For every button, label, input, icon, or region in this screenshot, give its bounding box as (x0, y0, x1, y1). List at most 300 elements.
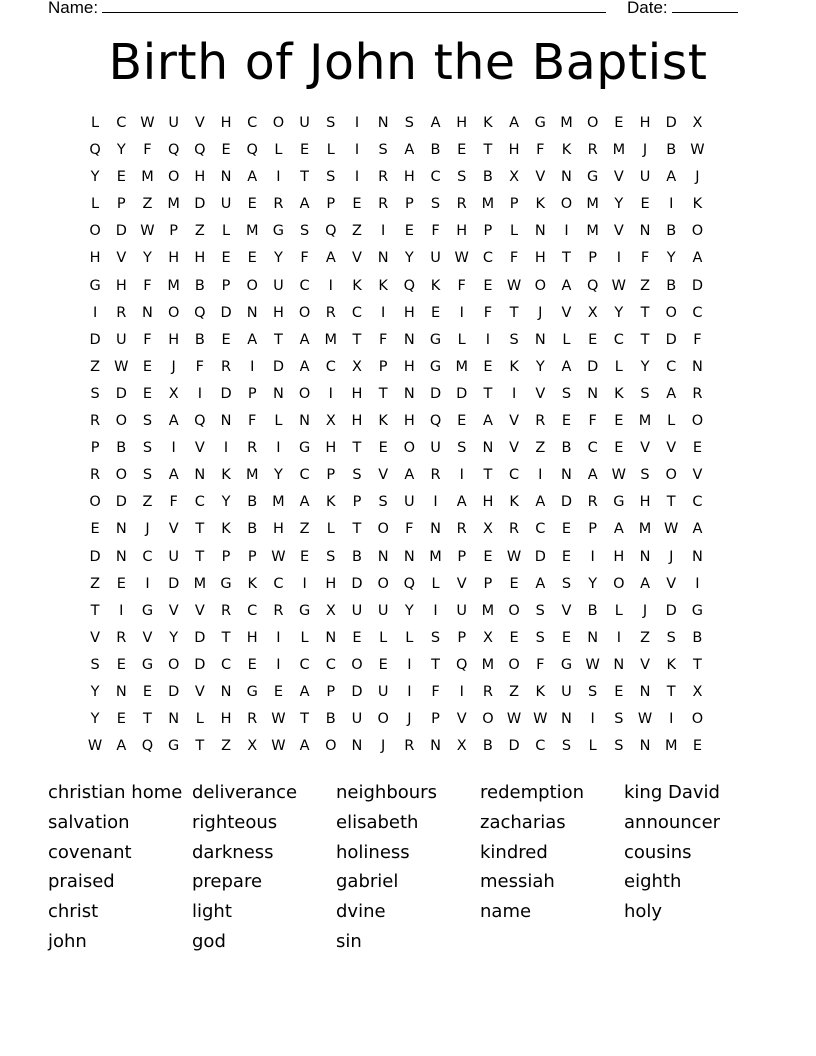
grid-letter[interactable]: R (90, 413, 101, 430)
grid-letter[interactable]: V (194, 683, 205, 700)
grid-letter[interactable]: D (272, 358, 284, 375)
grid-letter[interactable]: C (299, 467, 310, 484)
grid-letter[interactable]: O (586, 115, 599, 131)
grid-letter[interactable]: G (298, 602, 311, 619)
grid-letter[interactable]: T (640, 331, 650, 348)
grid-letter[interactable]: L (300, 629, 309, 646)
grid-letter[interactable]: B (430, 142, 441, 159)
grid-letter[interactable]: V (613, 169, 624, 186)
grid-letter[interactable]: T (431, 656, 440, 673)
grid-letter[interactable]: Q (429, 413, 442, 430)
grid-letter[interactable]: D (115, 385, 127, 402)
grid-letter[interactable]: D (168, 683, 180, 700)
grid-letter[interactable]: D (351, 683, 363, 700)
grid-letter[interactable]: I (381, 304, 386, 321)
grid-letter[interactable]: S (299, 223, 310, 240)
grid-letter[interactable]: P (116, 196, 126, 213)
grid-letter[interactable]: I (511, 385, 517, 402)
grid-letter[interactable]: G (89, 277, 101, 294)
grid-letter[interactable]: H (351, 413, 363, 430)
grid-letter[interactable]: H (613, 548, 625, 565)
name-blank-line[interactable] (102, 0, 606, 13)
grid-letter[interactable]: V (640, 656, 650, 673)
grid-letter[interactable]: G (298, 440, 311, 457)
grid-letter[interactable]: F (405, 521, 414, 538)
grid-letter[interactable]: T (352, 440, 362, 457)
grid-letter[interactable]: N (168, 711, 180, 728)
grid-letter[interactable]: O (246, 277, 258, 294)
grid-letter[interactable]: I (538, 467, 543, 484)
grid-letter[interactable]: G (141, 656, 154, 673)
grid-letter[interactable]: D (194, 629, 206, 646)
grid-letter[interactable]: O (115, 467, 127, 484)
grid-letter[interactable]: S (142, 413, 153, 430)
grid-letter[interactable]: G (246, 683, 258, 700)
grid-letter[interactable]: I (616, 250, 621, 267)
grid-letter[interactable]: E (221, 250, 231, 267)
grid-letter[interactable]: H (403, 304, 415, 321)
grid-letter[interactable]: H (194, 169, 206, 186)
grid-letter[interactable]: L (274, 142, 283, 159)
grid-letter[interactable]: I (590, 548, 595, 565)
grid-letter[interactable]: L (91, 115, 100, 131)
grid-letter[interactable]: V (561, 304, 572, 321)
grid-letter[interactable]: Q (403, 277, 416, 294)
grid-letter[interactable]: H (168, 250, 180, 267)
grid-letter[interactable]: V (456, 575, 467, 592)
grid-letter[interactable]: E (509, 575, 519, 592)
grid-letter[interactable]: E (561, 629, 572, 646)
grid-letter[interactable]: F (509, 250, 519, 267)
grid-letter[interactable]: I (145, 575, 150, 592)
grid-letter[interactable]: I (119, 602, 124, 619)
grid-letter[interactable]: L (326, 521, 335, 538)
grid-letter[interactable]: R (509, 521, 520, 538)
grid-letter[interactable]: I (354, 142, 360, 159)
grid-letter[interactable]: V (666, 575, 677, 592)
grid-letter[interactable]: F (143, 142, 152, 159)
grid-letter[interactable]: S (509, 331, 519, 348)
grid-letter[interactable]: E (247, 656, 257, 673)
grid-letter[interactable]: R (90, 467, 101, 484)
grid-letter[interactable]: B (194, 277, 205, 294)
grid-letter[interactable]: P (483, 223, 493, 240)
grid-letter[interactable]: F (378, 331, 388, 348)
grid-letter[interactable]: W (271, 738, 286, 755)
grid-letter[interactable]: S (326, 548, 336, 565)
grid-letter[interactable]: R (325, 304, 336, 321)
grid-letter[interactable]: P (457, 629, 467, 646)
grid-letter[interactable]: P (588, 250, 598, 267)
grid-letter[interactable]: D (220, 385, 232, 402)
grid-letter[interactable]: S (90, 385, 100, 402)
grid-letter[interactable]: A (666, 385, 677, 402)
grid-letter[interactable]: V (116, 250, 127, 267)
grid-letter[interactable]: L (510, 223, 519, 240)
grid-letter[interactable]: I (669, 196, 674, 213)
grid-letter[interactable]: C (535, 738, 546, 755)
grid-letter[interactable]: K (430, 277, 441, 294)
grid-letter[interactable]: N (115, 548, 127, 565)
grid-letter[interactable]: A (299, 358, 310, 375)
grid-letter[interactable]: G (613, 494, 625, 511)
grid-letter[interactable]: A (482, 413, 493, 430)
grid-letter[interactable]: L (274, 413, 283, 430)
grid-letter[interactable]: O (691, 223, 704, 240)
grid-letter[interactable]: G (429, 331, 442, 348)
grid-letter[interactable]: O (298, 304, 311, 321)
grid-letter[interactable]: O (613, 575, 625, 592)
grid-letter[interactable]: D (508, 738, 520, 755)
grid-letter[interactable]: R (456, 196, 467, 213)
grid-letter[interactable]: S (614, 738, 624, 755)
grid-letter[interactable]: M (586, 223, 599, 240)
grid-letter[interactable]: W (690, 142, 705, 159)
grid-letter[interactable]: H (220, 711, 232, 728)
grid-letter[interactable]: C (482, 250, 493, 267)
grid-letter[interactable]: C (299, 656, 310, 673)
grid-letter[interactable]: E (352, 196, 362, 213)
grid-letter[interactable]: K (561, 142, 572, 159)
grid-letter[interactable]: N (194, 467, 206, 484)
grid-letter[interactable]: D (560, 494, 573, 511)
grid-letter[interactable]: H (246, 629, 258, 646)
grid-letter[interactable]: N (403, 385, 415, 402)
grid-letter[interactable]: I (485, 331, 491, 348)
grid-letter[interactable]: P (221, 548, 231, 565)
grid-letter[interactable]: N (142, 304, 153, 321)
grid-letter[interactable]: B (666, 142, 677, 159)
grid-letter[interactable]: S (535, 629, 545, 646)
grid-letter[interactable]: X (247, 738, 258, 755)
grid-letter[interactable]: P (509, 196, 519, 213)
grid-letter[interactable]: N (534, 331, 546, 348)
grid-letter[interactable]: N (639, 548, 651, 565)
grid-letter[interactable]: F (457, 277, 466, 294)
grid-letter[interactable]: V (535, 385, 546, 402)
grid-letter[interactable]: I (223, 440, 229, 457)
grid-letter[interactable]: X (352, 358, 362, 375)
grid-letter[interactable]: S (142, 440, 153, 457)
grid-letter[interactable]: H (403, 169, 415, 186)
grid-letter[interactable]: C (247, 602, 258, 619)
grid-letter[interactable]: C (692, 304, 703, 321)
grid-letter[interactable]: J (669, 548, 674, 565)
grid-letter[interactable]: O (325, 738, 337, 755)
grid-letter[interactable]: R (116, 629, 127, 646)
grid-letter[interactable]: E (142, 683, 153, 700)
grid-letter[interactable]: M (167, 277, 180, 294)
grid-letter[interactable]: N (377, 548, 389, 565)
grid-letter[interactable]: H (115, 277, 127, 294)
grid-letter[interactable]: I (590, 711, 595, 728)
grid-letter[interactable]: T (300, 711, 310, 728)
grid-letter[interactable]: S (588, 683, 598, 700)
grid-letter[interactable]: I (171, 440, 176, 457)
grid-letter[interactable]: O (167, 656, 180, 673)
grid-letter[interactable]: Y (221, 494, 231, 511)
grid-letter[interactable]: H (325, 575, 337, 592)
grid-letter[interactable]: N (246, 304, 258, 321)
grid-letter[interactable]: K (326, 494, 336, 511)
grid-letter[interactable]: T (562, 250, 571, 267)
grid-letter[interactable]: K (221, 467, 231, 484)
grid-letter[interactable]: E (116, 169, 126, 186)
grid-letter[interactable]: Z (142, 196, 153, 213)
grid-letter[interactable]: C (325, 358, 336, 375)
grid-letter[interactable]: A (613, 521, 624, 538)
grid-letter[interactable]: N (691, 358, 703, 375)
grid-letter[interactable]: O (115, 413, 127, 430)
grid-letter[interactable]: Z (194, 223, 205, 240)
grid-letter[interactable]: C (587, 440, 598, 457)
grid-letter[interactable]: L (326, 142, 335, 159)
grid-letter[interactable]: I (407, 683, 412, 700)
grid-letter[interactable]: M (638, 521, 652, 538)
grid-letter[interactable]: N (115, 521, 127, 538)
grid-letter[interactable]: V (142, 629, 153, 646)
grid-letter[interactable]: H (403, 358, 415, 375)
grid-letter[interactable]: U (273, 277, 284, 294)
grid-letter[interactable]: I (354, 169, 360, 186)
grid-letter[interactable]: E (561, 548, 572, 565)
grid-letter[interactable]: I (276, 656, 281, 673)
grid-letter[interactable]: S (352, 467, 362, 484)
grid-letter[interactable]: R (220, 602, 232, 619)
grid-letter[interactable]: Q (456, 656, 468, 673)
grid-letter[interactable]: A (692, 521, 703, 538)
grid-letter[interactable]: T (195, 738, 205, 755)
grid-letter[interactable]: R (220, 358, 232, 375)
grid-letter[interactable]: W (533, 711, 548, 728)
grid-letter[interactable]: W (506, 548, 522, 565)
grid-letter[interactable]: A (299, 738, 310, 755)
grid-letter[interactable]: M (245, 467, 259, 484)
grid-letter[interactable]: U (404, 494, 415, 511)
grid-letter[interactable]: D (89, 331, 101, 348)
grid-letter[interactable]: Z (352, 223, 362, 240)
grid-letter[interactable]: P (352, 494, 362, 511)
grid-letter[interactable]: F (536, 656, 545, 673)
grid-letter[interactable]: E (300, 142, 310, 159)
grid-letter[interactable]: I (354, 115, 360, 131)
grid-letter[interactable]: X (456, 738, 467, 755)
grid-letter[interactable]: J (407, 711, 412, 728)
grid-letter[interactable]: H (456, 223, 468, 240)
grid-letter[interactable]: T (195, 521, 205, 538)
grid-letter[interactable]: P (588, 521, 598, 538)
grid-letter[interactable]: I (276, 440, 281, 457)
grid-letter[interactable]: E (692, 738, 702, 755)
grid-letter[interactable]: N (220, 169, 232, 186)
grid-letter[interactable]: J (695, 169, 700, 186)
grid-letter[interactable]: G (429, 358, 442, 375)
grid-letter[interactable]: K (378, 413, 388, 430)
grid-letter[interactable]: N (561, 169, 572, 186)
grid-letter[interactable]: R (247, 711, 258, 728)
grid-letter[interactable]: F (195, 358, 205, 375)
grid-letter[interactable]: I (276, 169, 281, 186)
grid-letter[interactable]: Q (194, 413, 206, 430)
grid-letter[interactable]: I (92, 304, 98, 321)
grid-letter[interactable]: M (429, 548, 442, 565)
grid-letter[interactable]: X (168, 385, 179, 402)
grid-letter[interactable]: Q (325, 223, 337, 240)
grid-letter[interactable]: K (535, 683, 546, 700)
grid-letter[interactable]: Q (586, 277, 599, 294)
grid-letter[interactable]: C (194, 494, 205, 511)
grid-letter[interactable]: N (325, 629, 337, 646)
grid-letter[interactable]: O (534, 277, 546, 294)
grid-letter[interactable]: R (116, 304, 127, 321)
grid-letter[interactable]: P (326, 683, 336, 700)
grid-letter[interactable]: R (273, 196, 284, 213)
grid-letter[interactable]: F (248, 413, 257, 430)
grid-letter[interactable]: O (691, 413, 704, 430)
grid-letter[interactable]: I (433, 494, 438, 511)
grid-letter[interactable]: Z (640, 277, 650, 294)
grid-letter[interactable]: Y (588, 575, 598, 592)
grid-letter[interactable]: O (89, 223, 101, 240)
grid-letter[interactable]: G (534, 115, 546, 131)
grid-letter[interactable]: P (247, 385, 257, 402)
grid-letter[interactable]: V (561, 602, 572, 619)
grid-letter[interactable]: O (351, 656, 363, 673)
grid-letter[interactable]: A (299, 494, 310, 511)
grid-letter[interactable]: D (194, 656, 206, 673)
grid-letter[interactable]: M (167, 196, 180, 213)
grid-letter[interactable]: M (612, 142, 626, 159)
grid-letter[interactable]: K (535, 196, 546, 213)
grid-letter[interactable]: K (378, 277, 388, 294)
grid-letter[interactable]: I (616, 629, 621, 646)
grid-letter[interactable]: Z (509, 683, 520, 700)
grid-letter[interactable]: C (692, 494, 703, 511)
grid-letter[interactable]: G (141, 602, 154, 619)
grid-letter[interactable]: M (455, 358, 468, 375)
grid-letter[interactable]: W (271, 711, 286, 728)
grid-letter[interactable]: U (168, 548, 179, 565)
grid-letter[interactable]: Z (640, 629, 650, 646)
grid-letter[interactable]: R (587, 142, 598, 159)
grid-letter[interactable]: W (140, 115, 155, 131)
grid-letter[interactable]: O (167, 304, 180, 321)
grid-letter[interactable]: M (245, 223, 259, 240)
grid-letter[interactable]: Q (403, 575, 416, 592)
grid-letter[interactable]: S (90, 656, 100, 673)
grid-letter[interactable]: I (669, 711, 674, 728)
grid-letter[interactable]: M (193, 575, 207, 592)
grid-letter[interactable]: O (89, 494, 101, 511)
grid-letter[interactable]: O (691, 711, 704, 728)
grid-letter[interactable]: K (483, 115, 493, 131)
grid-letter[interactable]: B (666, 277, 677, 294)
grid-letter[interactable]: O (508, 602, 520, 619)
grid-letter[interactable]: V (194, 115, 205, 131)
grid-letter[interactable]: M (481, 656, 495, 673)
grid-letter[interactable]: H (325, 440, 337, 457)
grid-letter[interactable]: B (482, 738, 493, 755)
grid-letter[interactable]: N (220, 413, 232, 430)
grid-letter[interactable]: L (667, 413, 676, 430)
grid-letter[interactable]: V (640, 440, 650, 457)
grid-letter[interactable]: L (614, 602, 623, 619)
grid-letter[interactable]: I (407, 656, 412, 673)
grid-letter[interactable]: W (611, 277, 627, 294)
grid-letter[interactable]: T (90, 602, 100, 619)
grid-letter[interactable]: H (194, 250, 206, 267)
grid-letter[interactable]: B (325, 711, 336, 728)
grid-letter[interactable]: N (351, 738, 363, 755)
grid-letter[interactable]: M (586, 196, 599, 213)
grid-letter[interactable]: U (639, 169, 651, 186)
grid-letter[interactable]: D (665, 115, 677, 131)
grid-letter[interactable]: G (691, 602, 704, 619)
grid-letter[interactable]: E (588, 331, 598, 348)
grid-letter[interactable]: Y (90, 169, 100, 186)
grid-letter[interactable]: M (664, 738, 678, 755)
grid-letter[interactable]: A (404, 467, 415, 484)
grid-letter[interactable]: T (483, 142, 493, 159)
grid-letter[interactable]: K (692, 196, 703, 213)
grid-letter[interactable]: V (613, 223, 624, 240)
grid-letter[interactable]: F (431, 683, 440, 700)
grid-letter[interactable]: I (459, 467, 464, 484)
grid-letter[interactable]: U (115, 331, 127, 348)
grid-letter[interactable]: N (639, 738, 651, 755)
grid-letter[interactable]: E (614, 440, 624, 457)
grid-letter[interactable]: V (352, 250, 362, 267)
grid-letter[interactable]: E (142, 385, 153, 402)
grid-letter[interactable]: W (454, 250, 469, 267)
grid-letter[interactable]: O (377, 575, 389, 592)
grid-letter[interactable]: A (168, 467, 179, 484)
grid-letter[interactable]: L (588, 738, 597, 755)
grid-letter[interactable]: Y (614, 304, 624, 321)
grid-letter[interactable]: S (326, 115, 336, 131)
grid-letter[interactable]: A (666, 169, 677, 186)
grid-letter[interactable]: E (221, 142, 231, 159)
grid-letter[interactable]: A (509, 115, 520, 131)
grid-letter[interactable]: D (351, 575, 363, 592)
grid-letter[interactable]: I (197, 385, 202, 402)
grid-letter[interactable]: A (247, 331, 258, 348)
grid-letter[interactable]: M (481, 196, 495, 213)
grid-letter[interactable]: N (691, 548, 703, 565)
grid-letter[interactable]: X (509, 169, 520, 186)
grid-letter[interactable]: E (614, 683, 624, 700)
grid-letter[interactable]: D (89, 548, 101, 565)
grid-letter[interactable]: E (614, 115, 624, 131)
grid-letter[interactable]: Z (90, 575, 101, 592)
grid-letter[interactable]: Y (666, 250, 676, 267)
grid-letter[interactable]: X (482, 521, 493, 538)
grid-letter[interactable]: D (456, 385, 468, 402)
grid-letter[interactable]: Z (221, 738, 231, 755)
grid-letter[interactable]: S (404, 115, 414, 131)
grid-letter[interactable]: O (167, 169, 180, 186)
grid-letter[interactable]: F (640, 250, 650, 267)
grid-letter[interactable]: X (587, 304, 598, 321)
grid-letter[interactable]: C (142, 548, 153, 565)
grid-letter[interactable]: A (587, 467, 598, 484)
grid-letter[interactable]: V (509, 413, 520, 430)
grid-letter[interactable]: A (561, 277, 572, 294)
grid-letter[interactable]: A (430, 115, 441, 131)
grid-letter[interactable]: C (666, 358, 677, 375)
grid-letter[interactable]: Y (90, 683, 100, 700)
grid-letter[interactable]: Y (143, 250, 152, 267)
